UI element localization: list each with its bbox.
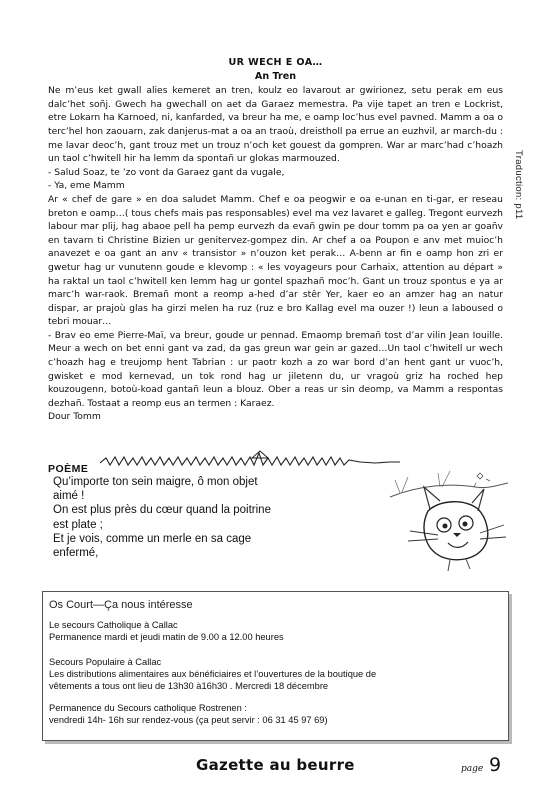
info-section-secours-populaire: [49, 656, 504, 692]
poem-line: enfermé,: [53, 547, 99, 560]
article-paragraph: Ne m’eus ket gwall alies kemeret an tren, koulz eo lavarout ar gwirionez, setu perak em eus dalc’het soñj. Gwech ha gwechall on aet da Garaez memestra. Pa vije tapet an tren e Lockrist, etre Lokarn ha Karnoed, ni, kanfarded, va breur ha me, e oamp loc’hus evel pavned. Mamm a oa o terc’hel hon zaouarn, zak danjerus-mat a oa an traoù, dreistholl pa errue an euzhvil, ar march-du : me lavar deoc’h, gant trouz met un trouz n’och ket gouest da gompren. War ar marc’had c’hoazh un taol c’hwitell hir ha lemm da spontañ ur glokas marmouzed.: [48, 85, 503, 165]
translation-note: Traduction: p11: [513, 150, 524, 220]
poem-title: POÈME: [48, 463, 89, 475]
page-number: 9: [489, 754, 502, 776]
cat-sketch-illustration: [380, 465, 510, 575]
article-signature: Dour Tomm: [48, 411, 101, 423]
article-paragraph: - Ya, eme Mamm: [48, 180, 125, 192]
article-subtitle: An Tren: [254, 70, 297, 82]
info-box-heading: Os Court—Ça nous intéresse: [49, 599, 193, 611]
info-section-rostrenen: [49, 702, 504, 726]
poem-block: [48, 463, 348, 560]
info-box: [42, 591, 509, 741]
poem-lines: [48, 475, 348, 560]
poem-line: On est plus près du cœur quand la poitrine: [53, 504, 271, 517]
info-line: Permanence mardi et jeudi matin de 9.00 a 12.00 heures: [49, 632, 284, 642]
info-line: Le secours Catholique à Callac: [49, 620, 178, 630]
info-line: Secours Populaire à Callac: [49, 657, 162, 667]
info-section-secours-catholique: [49, 619, 504, 643]
article-paragraph: - Brav eo eme Pierre-Maï, va breur, goude ur pennad. Emaomp bremañ tost d’ar vilin Jean Iouille. Meur a wech on bet enni gant va zad, da gas greun war gein ar gazed…Un taol c’hwitell ur wech c’hoazh hag e treujomp hent Tabrian : ur paotr kozh a zo war bord d’an hent gant ur vuoc’h, gwisket e mod kernevad, un tok rond hag ur jiletenn du, ur vragoù griz ha roched hep kouzougenn, botoù-koad gantañ leun a blouz. Ober a reas ur sin deomp, va Mamm a respontas dezhañ. Tostaat a reomp eus an termen : Karaez.: [48, 329, 503, 409]
poem-line: Et je vois, comme un merle en sa cage: [53, 532, 252, 545]
article-title: UR WECH E OA…: [228, 57, 323, 68]
info-line: Permanence du Secours catholique Rostrenen :: [49, 703, 247, 713]
poem-line: est plate ;: [53, 518, 103, 531]
info-line: vendredi 14h- 16h sur rendez-vous (ça peut servir : 06 31 45 97 69): [49, 715, 328, 725]
poem-line: Qu’importe ton sein maigre, ô mon objet: [53, 476, 258, 488]
article-paragraph: Ar « chef de gare » en doa saludet Mamm. Chef e oa peogwir e oa e-unan en ti-gar, er reseau breton e oamp…( tous chefs mais pas responsables) evel ma vez lavaret e galleg. Tregont eurvezh labour mar plij, hag abaoe pell ha pemp eurvezh da evañ gwin pe dour tomm pa oa yen ar goañv en tavarn ti Christine Bizien ur genitervez-gompez din. Ar chef a oa Poupon e anv met muioc’h anavezet e oa gant an anv « transistor » n’ouzon ket perak… A-benn ar fin e oamp hon zri er gwetur hag ur vunutenn goude e klevomp : « les voyageurs pour Carhaix, attention au départ » ha raktal un taol c’hwitell ken lemm hag ur gontel spazhañ moc’h. Gant un trouz spontus e ya ar marc’h war-raok. Bremañ mont a reomp a-hed d’ar stêr Yer, kaer eo an amzer hag an natur dispar, ar prajoù glas ha girzi melen ha ruz (ruz e bro Kallag evel ma ouzer !) leun a laboused o tebri mouar…: [48, 193, 503, 328]
article-paragraph: - Salud Soaz, te ’zo vont da Garaez gant da vugale,: [48, 166, 285, 178]
page-footer: [0, 744, 556, 790]
info-line: Les distributions alimentaires aux bénéficiaires et l’ouvertures de la boutique de: [49, 669, 377, 679]
breton-article: [48, 56, 503, 424]
info-line: vêtements a tous ont lieu de 13h30 à16h30 . Mercredi 18 décembre: [49, 681, 329, 691]
page-label: page: [461, 764, 484, 774]
poem-line: aimé !: [53, 490, 85, 503]
publication-name: Gazette au beurre: [196, 756, 355, 774]
